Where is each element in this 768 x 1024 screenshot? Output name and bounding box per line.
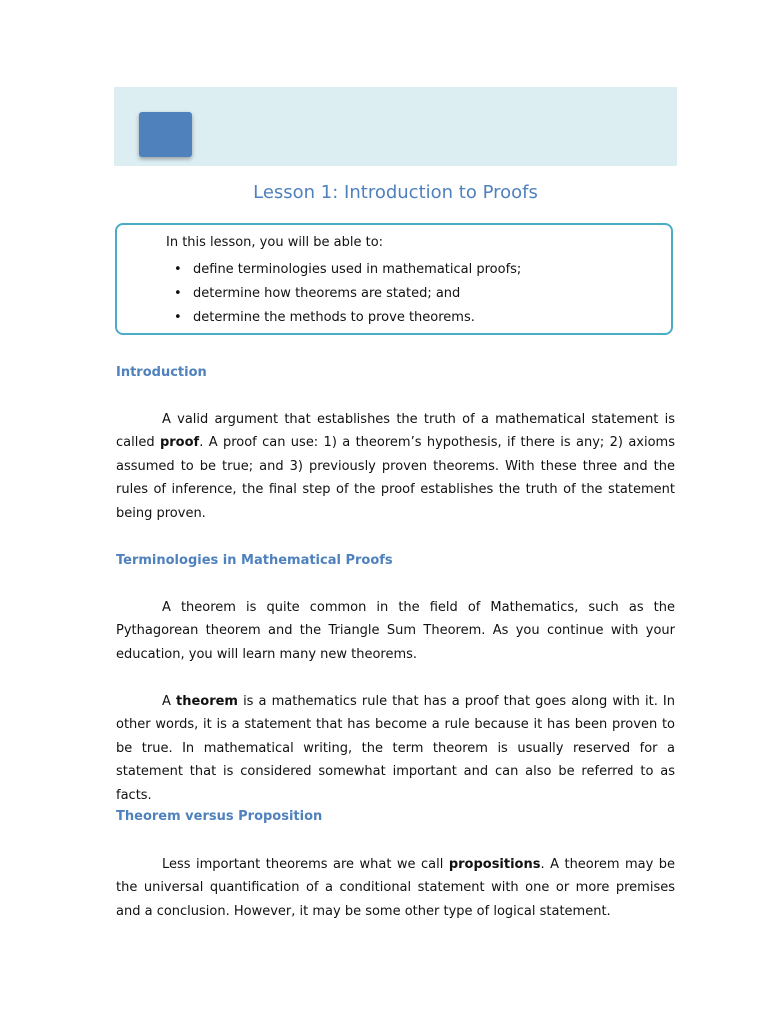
paragraph-text: is a mathematics rule that has a proof that goes along with it. In other words, it is a statement that has become a rule because it has been proven to be true. In mathematical writing, the term theorem is usually reserved for a statement that is considered somewhat important and can also be referred to as facts. xyxy=(116,694,675,803)
section-heading-terminologies: Terminologies in Mathematical Proofs xyxy=(116,553,393,568)
paragraph-text: A xyxy=(162,694,176,709)
section-heading-theorem-vs-proposition: Theorem versus Proposition xyxy=(116,809,323,824)
objective-item: • determine the methods to prove theorems. xyxy=(174,306,521,330)
objective-item: • determine how theorems are stated; and xyxy=(174,282,521,306)
objectives-list xyxy=(174,258,521,330)
term-proof: proof xyxy=(159,435,200,451)
term-propositions: propositions xyxy=(448,857,541,872)
section-heading-introduction: Introduction xyxy=(116,365,207,380)
paragraph-text: . A proof can use: 1) a theorem’s hypothesis, if there is any; 2) axioms assumed to be true; and 3) previously proven theorems. With these three and the rules of inference, the final step of the proof establishes the truth of the statement being proven. xyxy=(116,435,675,521)
objectives-intro: In this lesson, you will be able to: xyxy=(166,235,384,250)
term-theorem: theorem xyxy=(175,694,238,709)
terminologies-paragraph-1: A theorem is quite common in the field of Mathematics, such as the Pythagorean theorem and the Triangle Sum Theorem. As you continue with your education, you will learn many new theorems. xyxy=(116,600,675,662)
introduction-paragraph xyxy=(116,408,675,525)
objective-item: • define terminologies used in mathematical proofs; xyxy=(174,258,521,282)
header-band xyxy=(114,87,677,166)
objectives-box xyxy=(115,223,673,335)
paragraph-text: . A theorem may be the universal quantification of a conditional statement with one or more premises and a conclusion. However, it may be some other type of logical statement. xyxy=(116,857,676,919)
lesson-title: Lesson 1: Introduction to Proofs xyxy=(253,182,538,203)
terminologies-paragraph-2 xyxy=(116,690,675,807)
paragraph-text: Less important theorems are what we call xyxy=(162,857,449,872)
theorem-vs-proposition-paragraph xyxy=(116,853,675,923)
lesson-badge-square xyxy=(139,112,192,157)
paragraph-text: A valid argument that establishes the truth of a mathematical statement is called xyxy=(116,412,675,451)
